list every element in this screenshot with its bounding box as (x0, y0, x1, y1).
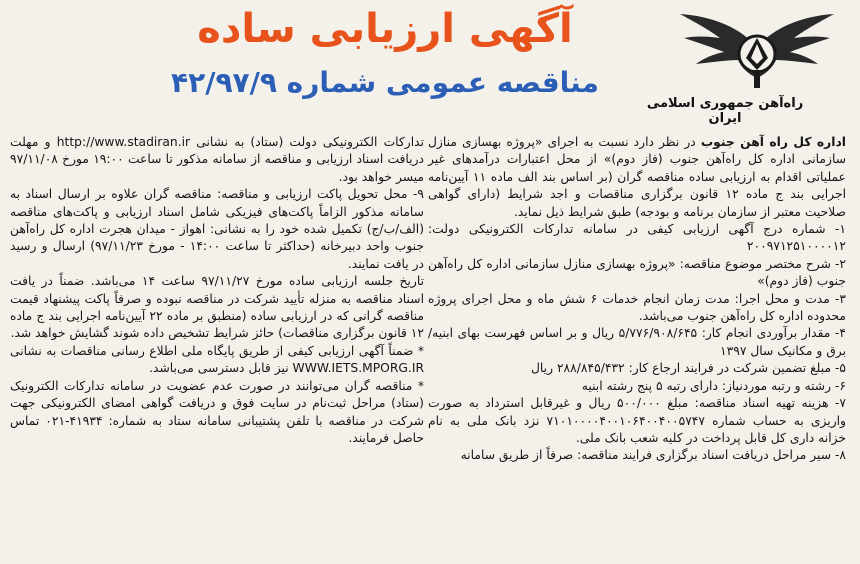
list-item: ۸- سیر مراحل دریافت اسناد برگزاری فرایند مناقصه: صرفاً از طریق سامانه (460, 448, 846, 463)
intro-paragraph (428, 134, 846, 221)
right-column (428, 134, 846, 465)
list-item: ۷- هزینه تهیه اسناد مناقصه: مبلغ ۵۰۰/۰۰۰ ریال و غیرقابل استرداد به صورت واریزی به حساب شماره ۷۱۰۱۰۰۰۰۴۰۰۱۰۶۴۰۰۴۰۰۵۷۴۷ نزد بانک ملی به نام خزانه داری کل قابل پرداخت در کلیه شعب بانک ملی. (428, 396, 846, 445)
iets-notice-paragraph: * ضمناً آگهی ارزیابی کیفی از طریق پایگاه ملی اطلاع رسانی مناقصات به نشانی WWW.IETS.MPORG.IR نیز قابل دسترسی می‌باشد. (10, 343, 424, 376)
list-item: ۶- رشته و رتبه موردنیاز: دارای رتبه ۵ پنج رشته ابنیه (581, 378, 846, 393)
list-item: ۵- مبلغ تضمین شرکت در فرایند ارجاع کار: ۲۸۸/۸۴۵/۴۳۲ ریال (530, 361, 846, 376)
page-title: آگهی ارزیابی ساده (197, 6, 573, 52)
intro-text: در نظر دارد نسبت به اجرای «پروژه بهسازی منازل سازمانی اداره کل راه‌آهن جنوب (فاز دوم)» از محل اعتبارات درآمدهای غیر عملیاتی اقدام به ارزیابی ساده مناقصه گران (بر اساس بند الف ماده ۱۱ آیین‌نامه اجرایی بند ج ماده ۱۲ قانون برگزاری مناقصات و اجد شرایط (دارای گواهی صلاحیت معتبر از سازمان برنامه و بودجه) طبق شرایط ذیل نماید. (428, 135, 846, 219)
list-item: ۲- شرح مختصر موضوع مناقصه: «پروژه بهسازی منازل سازمانی اداره کل راه‌آهن جنوب (فاز دوم)» (428, 256, 846, 289)
organization-name: راه‌آهن جمهوری اسلامی ایران (646, 96, 804, 126)
document-deadline-paragraph: تدارکات الکترونیکی دولت (ستاد) به نشانی http://www.stadiran.ir و مهلت دریافت اسناد ارزیابی و مناقصه از سامانه مذکور تا ساعت ۱۹:۰۰ مورخ ۹۷/۱۱/۰۸ میسر خواهد بود. (10, 135, 424, 184)
delivery-paragraph: ۹- محل تحویل پاکت ارزیابی و مناقصه: مناقصه گران علاوه بر ارسال اسناد به سامانه مذکور الزاماً پاکت‌های فیزیکی شامل اسناد ارزیابی و پاکت‌های مناقصه (الف/ب/ج) تکمیل شده خود را به نشانی: اهواز - میدان هجرت اداره کل راه‌آهن جنوب واحد دبیرخانه (حداکثر تا ساعت ۱۴:۰۰ - مورخ ۹۷/۱۱/۲۳) ارسال و رسید در یافت نمایند. (10, 187, 424, 271)
issuer-name: اداره کل راه آهن جنوب (700, 135, 847, 149)
winged-emblem-icon (672, 8, 842, 98)
list-item: ۱- شماره درج آگهی ارزیابی کیفی در سامانه تدارکات الکترونیکی دولت: ۲۰۰۹۷۱۲۵۱۰۰۰۰۱۲ (428, 222, 846, 254)
evaluation-session-paragraph: تاریخ جلسه ارزیابی ساده مورخ ۹۷/۱۱/۲۷ ساعت ۱۴ می‌باشد. ضمناً در یافت اسناد مناقصه به منزله تأیید شرکت در مناقصه نبوده و صرفاً پاکت پیشنهاد قیمت مناقصه گرانی که در ارزیابی ساده (منطبق بر ماده ۲۲ آیین‌نامه اجرایی بند ج ماده ۱۲ قانون برگزاری مناقصات) حائز شرایط تشخیص داده شوند گشایش خواهد شد. (10, 274, 424, 341)
tender-number-subtitle: مناقصه عمومی شماره ۴۲/۹۷/۹ (171, 66, 599, 99)
list-item: ۳- مدت و محل اجرا: مدت زمان انجام خدمات ۶ شش ماه و محل اجرای پروژه محدوده اداره کل راه‌آهن جنوب می‌باشد. (428, 291, 847, 324)
support-contact-paragraph: * مناقصه گران می‌توانند در صورت عدم عضویت در سامانه تدارکات الکترونیک (ستاد) مراحل ثبت‌نام در سایت فوق و دریافت گواهی امضای الکترونیکی جهت شرکت در مناقصه با تلفن پشتیبانی سامانه ستاد به شماره: ۴۱۹۳۴-۰۲۱ تماس حاصل فرمایند. (10, 378, 424, 445)
left-column (10, 134, 424, 447)
list-item: ۴- مقدار برآوردی انجام کار: ۵/۷۷۶/۹۰۸/۶۴۵ ریال و بر اساس فهرست بهای ابنیه/برق و مکانیک سال ۱۳۹۷ (428, 326, 846, 358)
